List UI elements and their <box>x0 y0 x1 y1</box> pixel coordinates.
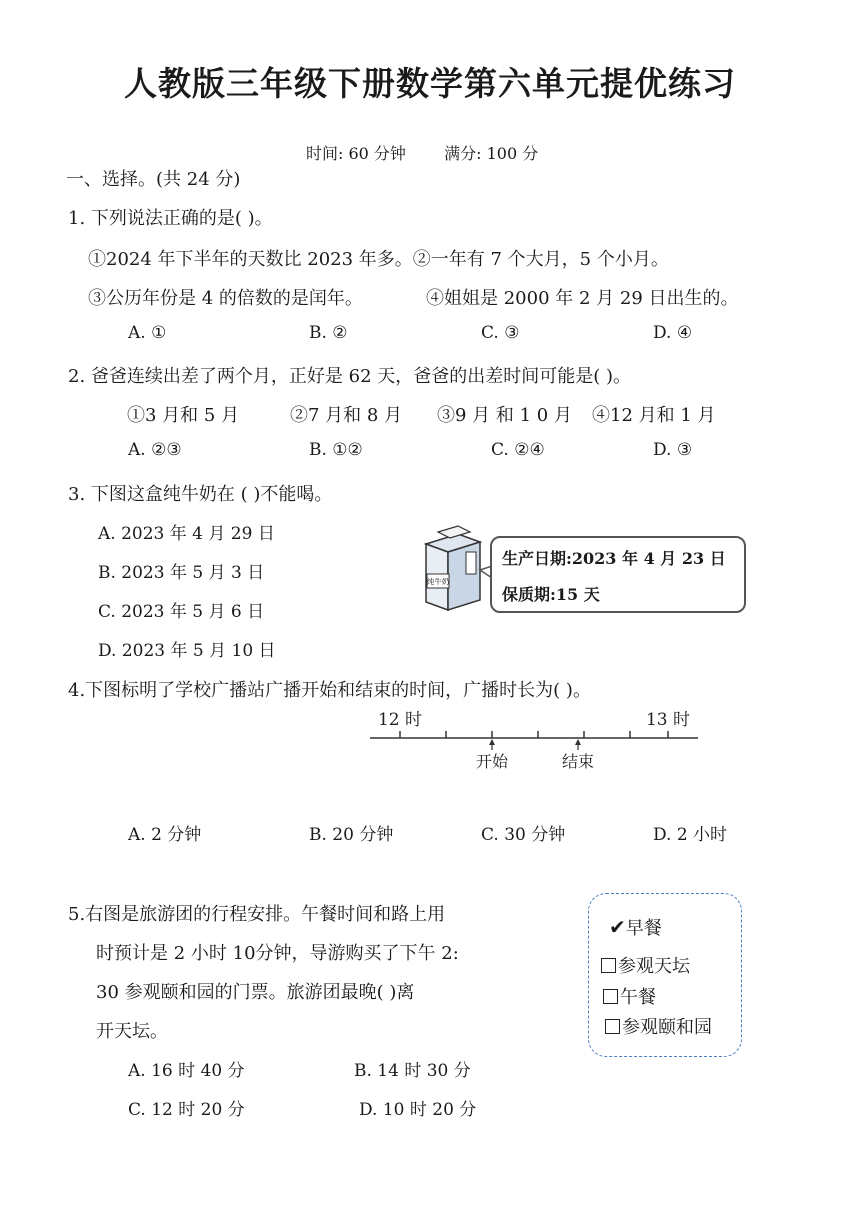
end-arrow-icon <box>575 739 581 750</box>
q1-statement-line1: ①2024 年下半年的天数比 2023 年多。②一年有 7 个大月，5 个小月。 <box>88 249 669 270</box>
q1-option-a[interactable]: A. ① <box>128 323 167 343</box>
milk-info-callout <box>490 536 746 613</box>
q2-option-d[interactable]: D. ③ <box>653 440 693 460</box>
q2-choice-3: ③9 月 和 1 0 月 <box>437 405 572 426</box>
q4-option-d[interactable]: D. 2 小时 <box>653 825 728 845</box>
q2-stem: 2. 爸爸连续出差了两个月，正好是 62 天，爸爸的出差时间可能是( )。 <box>68 366 632 387</box>
q3-option-b[interactable]: B. 2023 年 5 月 3 日 <box>98 563 265 583</box>
q1-option-d[interactable]: D. ④ <box>653 323 693 343</box>
timeline-label-13: 13 时 <box>645 710 691 730</box>
q5-option-d[interactable]: D. 10 时 20 分 <box>359 1100 477 1120</box>
q1-statement-line2b: ④姐姐是 2000 年 2 月 29 日出生的。 <box>426 288 739 309</box>
q3-option-d[interactable]: D. 2023 年 5 月 10 日 <box>98 641 276 661</box>
checkbox-icon <box>603 989 618 1004</box>
q2-choice-1: ①3 月和 5 月 <box>127 405 240 426</box>
q1-statement-line2a: ③公历年份是 4 的倍数的是闰年。 <box>88 288 363 309</box>
q3-stem: 3. 下图这盒纯牛奶在 ( )不能喝。 <box>68 484 333 505</box>
q5-text-line4: 开天坛。 <box>96 1021 168 1042</box>
q2-choice-2: ②7 月和 8 月 <box>290 405 403 426</box>
q5-option-c[interactable]: C. 12 时 20 分 <box>128 1100 245 1120</box>
checkbox-icon <box>601 958 616 973</box>
q2-option-c[interactable]: C. ②④ <box>491 440 545 460</box>
itinerary-label: 参观天坛 <box>618 956 690 977</box>
q2-option-a[interactable]: A. ②③ <box>128 440 182 460</box>
timeline-label-12: 12 时 <box>377 710 423 730</box>
checkmark-icon: ✔ <box>609 915 626 939</box>
q4-option-b[interactable]: B. 20 分钟 <box>309 825 394 845</box>
itinerary-item-breakfast <box>609 914 662 940</box>
q3-option-a[interactable]: A. 2023 年 4 月 29 日 <box>98 524 275 544</box>
itinerary-item-lunch <box>603 983 656 1009</box>
timeline-diagram <box>360 704 710 780</box>
q3-option-c[interactable]: C. 2023 年 5 月 6 日 <box>98 602 265 622</box>
itinerary-item-summer-palace <box>605 1013 712 1039</box>
checkbox-icon <box>605 1019 620 1034</box>
timeline-end-label: 结束 <box>561 752 595 771</box>
milk-shelf-life: 保质期:15 天 <box>502 585 600 604</box>
start-arrow-icon <box>489 739 495 750</box>
page-title: 人教版三年级下册数学第六单元提优练习 <box>124 64 736 103</box>
itinerary-label: 早餐 <box>625 918 662 939</box>
q2-option-b[interactable]: B. ①② <box>309 440 363 460</box>
exam-meta <box>306 141 538 164</box>
q5-option-b[interactable]: B. 14 时 30 分 <box>354 1061 471 1081</box>
exam-full-score: 满分: 100 分 <box>444 144 539 163</box>
q4-stem: 4.下图标明了学校广播站广播开始和结束的时间，广播时长为( )。 <box>68 680 591 701</box>
itinerary-label: 午餐 <box>620 987 656 1008</box>
itinerary-box <box>588 893 742 1057</box>
milk-production-date: 生产日期:2023 年 4 月 23 日 <box>502 549 726 568</box>
timeline-ticks <box>400 731 668 738</box>
q4-option-a[interactable]: A. 2 分钟 <box>128 825 202 845</box>
q5-option-a[interactable]: A. 16 时 40 分 <box>128 1061 245 1081</box>
q5-text-line1: 5.右图是旅游团的行程安排。午餐时间和路上用 <box>68 904 446 925</box>
itinerary-item-temple <box>601 952 690 978</box>
q2-choice-4: ④12 月和 1 月 <box>592 405 716 426</box>
milk-carton-label: 纯牛奶 <box>426 577 450 586</box>
q5-text-line2: 时预计是 2 小时 10分钟，导游购买了下午 2: <box>96 943 459 964</box>
q1-stem: 1. 下列说法正确的是( )。 <box>68 208 273 229</box>
q5-text-line3: 30 参观颐和园的门票。旅游团最晚( )离 <box>96 982 415 1003</box>
q4-option-c[interactable]: C. 30 分钟 <box>481 825 566 845</box>
q1-option-b[interactable]: B. ② <box>309 323 348 343</box>
q1-option-c[interactable]: C. ③ <box>481 323 520 343</box>
milk-carton-icon <box>418 522 500 618</box>
exam-time: 时间: 60 分钟 <box>306 144 406 163</box>
section-heading: 一、选择。(共 24 分) <box>66 169 241 190</box>
timeline-start-label: 开始 <box>475 752 509 771</box>
itinerary-label: 参观颐和园 <box>622 1017 712 1038</box>
